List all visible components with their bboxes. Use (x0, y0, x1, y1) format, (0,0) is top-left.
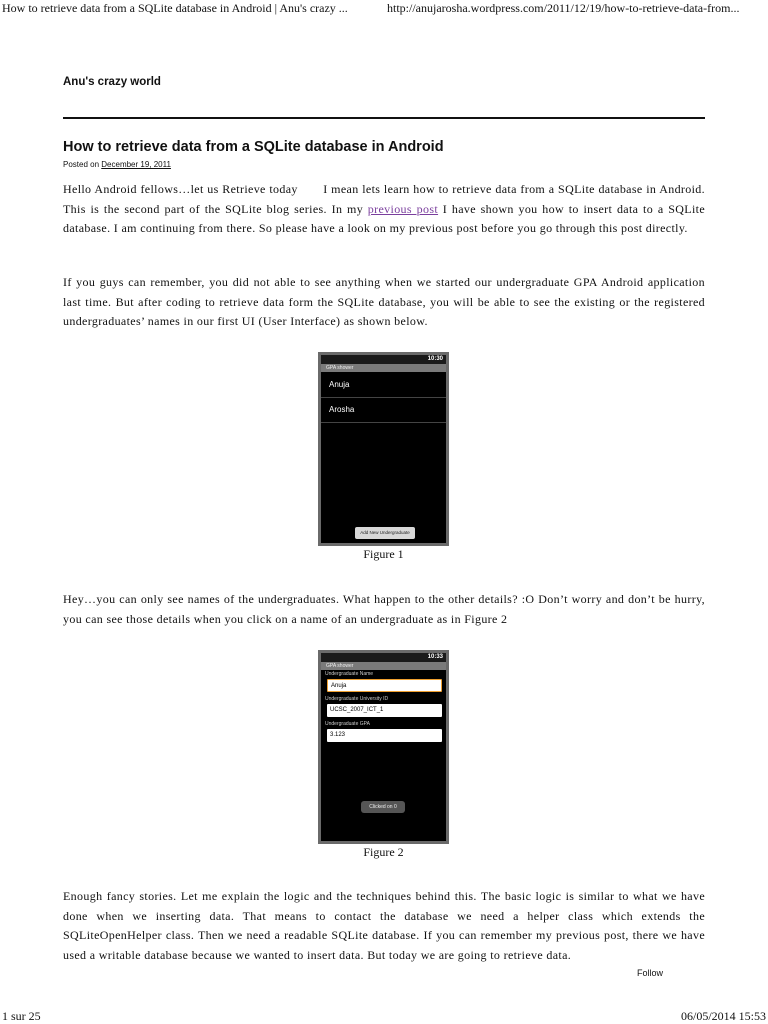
paragraph-details: Hey…you can only see names of the undergraduates. What happen to the other details? :O Don’t worry and don’t be hurry, you can see those details when you click on a name of an undergraduate as in Figure 2 (63, 592, 705, 626)
gpa-field-label: Undergraduate GPA (325, 721, 370, 727)
post-meta (63, 160, 171, 169)
app-title-bar (321, 662, 446, 670)
paragraph-intro (63, 180, 705, 239)
app-title: GPA shower (326, 663, 354, 669)
figure-2-caption: Figure 2 (363, 845, 404, 859)
name-field: Anuja (327, 679, 442, 692)
print-datetime: 06/05/2014 15:53 (680, 1009, 766, 1023)
status-time: 10:30 (427, 356, 443, 362)
list-item-label: Anuja (329, 380, 350, 389)
print-header (0, 0, 768, 16)
add-undergraduate-button: Add New Undergraduate (355, 527, 415, 539)
print-page-number: 1 sur 25 (2, 1009, 41, 1023)
figure-1-screenshot (318, 352, 449, 546)
post-title[interactable]: How to retrieve data from a SQLite database in Android (63, 139, 444, 155)
app-title: GPA shower (326, 365, 354, 371)
intro-text-end: I have shown you how to insert data to a SQLite database. I am continuing from there. So please have a look on my previous post before you go through this post directly. (63, 201, 705, 235)
figure-1-caption: Figure 1 (363, 547, 404, 561)
list-item-label: Arosha (329, 405, 355, 414)
posted-prefix: Posted on (63, 160, 100, 169)
id-field: UCSC_2007_ICT_1 (327, 704, 442, 717)
phone-status-bar (321, 653, 446, 662)
list-item (321, 374, 446, 398)
toast-message: Clicked on 0 (361, 801, 405, 813)
id-field-label: Undergraduate University ID (325, 696, 389, 702)
app-title-bar (321, 364, 446, 372)
print-page-url: http://anujarosha.wordpress.com/2011/12/19/how-to-retrieve-data-from... (387, 1, 740, 15)
status-icons (404, 357, 422, 362)
figure-2-screenshot (318, 650, 449, 844)
posted-date-link[interactable]: December 19, 2011 (101, 160, 171, 169)
previous-post-link[interactable]: previous post (367, 201, 439, 216)
status-icons (404, 655, 422, 660)
print-page-title: How to retrieve data from a SQLite database in Android | Anu's crazy ... (2, 1, 348, 15)
site-title[interactable]: Anu's crazy world (63, 76, 161, 88)
follow-button[interactable]: Follow (637, 968, 664, 978)
phone-status-bar (321, 355, 446, 364)
status-time: 10:33 (427, 654, 443, 660)
gpa-field: 3.123 (327, 729, 442, 742)
name-field-label: Undergraduate Name (325, 671, 374, 677)
paragraph-logic: Enough fancy stories. Let me explain the logic and the techniques behind this. The basic logic is similar to what we have done when we inserting data. That means to contact the database we need a helper class which extends the SQLiteOpenHelper class. Then we need a readable SQLite database. If you can remember my previous post, there we have used a writable database because we wanted to insert data. But today we are going to retrieve data. (63, 889, 705, 962)
intro-text-start: Hello Android fellows…let us Retrieve today I mean lets learn how to retrieve data from a SQLite database in Android. This is the second part of the SQLite blog series. In my (63, 182, 705, 216)
list-item (321, 399, 446, 423)
paragraph-remember: If you guys can remember, you did not able to see anything when we started our undergraduate GPA Android application last time. But after coding to retrieve data form the SQLite database, you will be able to see the existing or the registered undergraduates’ names in our first UI (User Interface) as shown below. (63, 275, 705, 328)
header-divider (63, 117, 705, 119)
